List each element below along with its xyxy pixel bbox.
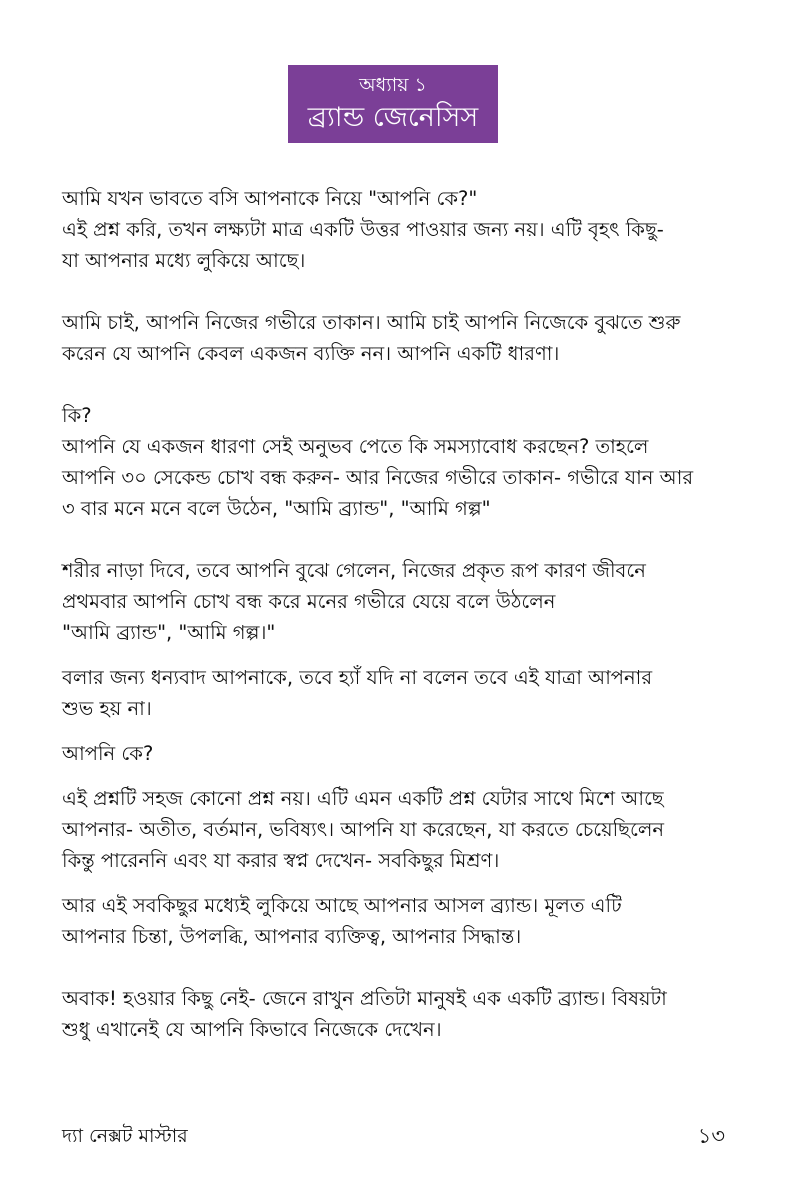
chapter-header xyxy=(288,65,498,143)
text-line: শরীর নাড়া দিবে, তবে আপনি বুঝে গেলেন, নিজের প্রকৃত রূপ কারণ জীবনে xyxy=(62,559,646,582)
text-line: কি? xyxy=(62,404,92,427)
text-line: আপনি ৩০ সেকেন্ড চোখ বন্ধ করুন- আর নিজের গভীরে তাকান- গভীরে যান আর xyxy=(62,466,694,489)
text-line: আপনার চিন্তা, উপলব্ধি, আপনার ব্যক্তিত্ব, আপনার সিদ্ধান্ত। xyxy=(62,925,522,948)
text-line: শুধু এখানেই যে আপনি কিভাবে নিজেকে দেখেন। xyxy=(62,1018,442,1041)
page-number: ১৩ xyxy=(697,1124,725,1148)
text-line: অবাক! হওয়ার কিছু নেই- জেনে রাখুন প্রতিটা মানুষই এক একটি ব্র্যান্ড। বিষয়টা xyxy=(62,987,667,1010)
chapter-number: অধ্যায় ১ xyxy=(359,74,427,96)
text-line: এই প্রশ্ন করি, তখন লক্ষ্যটা মাত্র একটি উত্তর পাওয়ার জন্য নয়। এটি বৃহৎ কিছু- xyxy=(62,218,664,241)
text-line: করেন যে আপনি কেবল একজন ব্যক্তি নন। আপনি একটি ধারণা। xyxy=(62,342,560,365)
text-line: আর এই সবকিছুর মধ্যেই লুকিয়ে আছে আপনার আসল ব্র্যান্ড। মূলত এটি xyxy=(62,894,622,917)
page-body xyxy=(62,183,732,1045)
text-line: শুভ হয় না। xyxy=(62,697,152,720)
text-line: প্রথমবার আপনি চোখ বন্ধ করে মনের গভীরে যেয়ে বলে উঠলেন xyxy=(62,590,556,613)
paragraph-3 xyxy=(62,400,732,524)
paragraph-1 xyxy=(62,183,732,276)
paragraph-5 xyxy=(62,662,732,724)
text-line: ৩ বার মনে মনে বলে উঠেন, "আমি ব্র্যান্ড", "আমি গল্প" xyxy=(62,497,491,520)
text-line: আমি চাই, আপনি নিজের গভীরে তাকান। আমি চাই আপনি নিজেকে বুঝতে শুরু xyxy=(62,311,681,334)
paragraph-4 xyxy=(62,555,732,648)
text-line: আপনি যে একজন ধারণা সেই অনুভব পেতে কি সমস্যাবোধ করছেন? তাহলে xyxy=(62,435,649,458)
paragraph-2 xyxy=(62,307,732,369)
text-line: আমি যখন ভাবতে বসি আপনাকে নিয়ে "আপনি কে?" xyxy=(62,187,478,210)
paragraph-6 xyxy=(62,738,732,769)
text-line: "আমি ব্র্যান্ড", "আমি গল্প।" xyxy=(62,621,276,644)
text-line: যা আপনার মধ্যে লুকিয়ে আছে। xyxy=(62,249,306,272)
text-line: এই প্রশ্নটি সহজ কোনো প্রশ্ন নয়। এটি এমন একটি প্রশ্ন যেটার সাথে মিশে আছে xyxy=(62,787,664,810)
paragraph-9 xyxy=(62,983,732,1045)
text-line: কিন্তু পারেননি এবং যা করার স্বপ্ন দেখেন- সবকিছুর মিশ্রণ। xyxy=(62,849,500,872)
section-heading: আপনি কে? xyxy=(62,742,154,765)
text-line: বলার জন্য ধন্যবাদ আপনাকে, তবে হ্যাঁ যদি না বলেন তবে এই যাত্রা আপনার xyxy=(62,666,653,689)
text-line: আপনার- অতীত, বর্তমান, ভবিষ্যৎ। আপনি যা করেছেন, যা করতে চেয়েছিলেন xyxy=(62,818,664,841)
chapter-title: ব্র্যান্ড জেনেসিস xyxy=(307,102,479,133)
paragraph-7 xyxy=(62,783,732,876)
footer-book-title: দ্যা নেক্সট মাস্টার xyxy=(62,1125,188,1147)
paragraph-8 xyxy=(62,890,732,952)
